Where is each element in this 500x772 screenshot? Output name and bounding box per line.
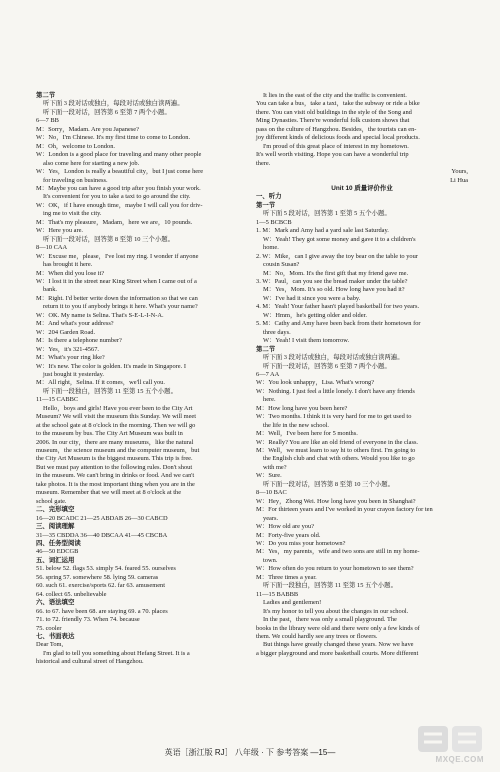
text-line: M：How long have you been here? [256,404,348,412]
text-line: 31—35 CBDDA 36—40 DBCAA 41—45 CBCBA [36,531,168,539]
text-line: W：Hmm，he's getting older and older. [263,311,367,319]
text-line: 64. collect 65. unbelievable [36,590,107,598]
text-line: W：Yeah! They got some money and gave it to a children's [263,235,416,243]
text-line: the English club and chat with others. Would you like to go [263,455,415,463]
text-line: museum. Remember that we will meet at 8 o'clock at the [36,489,182,497]
section-heading: 一、听力 [256,193,282,201]
text-line: But things have greatly changed these years. Now we have [263,641,414,649]
text-line: there. You can visit old buildings in the style of the Song and [256,108,412,116]
text-line: It's my honor to tell you about the changes in our school. [263,607,409,615]
text-line: a bigger playground and more basketball courts. More different [256,649,419,657]
text-line: W：London is a good place for traveling and many other people [36,151,202,159]
text-line: 听下面一段对话，回答第 6 至第 7 两个小题。 [43,108,171,116]
text-line: W：It's new. The color is golden. It's made in Singapore. I [36,362,186,370]
text-line: 46—50 EDCGB [36,548,79,556]
text-line: 听下面 3 段对话或独白，每段对话或独白读两遍。 [263,354,404,362]
text-line: return it to you if anybody brings it here. What's your name? [43,303,198,311]
text-line: three days. [263,328,291,336]
text-line: 56. spring 57. somewhere 58. lying 59. cameras [36,573,159,581]
text-line: M：For thirteen years and I've worked in your crayon factory for ten [256,506,433,514]
text-line: pass on the culture of Hangzhou. Besides，the tourists can en- [256,125,417,133]
text-line: W：Nothing. I just feel a little lonely. I don't have any friends [256,387,415,395]
text-line: 听下面一段对话，回答第 8 至第 10 三个小题。 [263,480,395,488]
text-line: It's convenient for you to take a taxi to go around the city. [43,193,191,201]
text-line: bank. [43,286,58,294]
text-line: M：Well，I've been here for 5 months. [256,430,358,438]
text-line: M：All right，Selina. If it comes，we'll call you. [36,379,165,387]
text-line: W：Yes，it's 321-4567. [36,345,99,353]
text-line: 16—20 BCADC 21—25 ABDAB 26—30 CABCD [36,514,168,522]
section-heading: 五、词汇运用 [36,556,75,564]
text-line: W：Really? You are like an old friend of everyone in the class. [256,438,419,446]
section-heading: 第二节 [36,92,56,99]
text-line: W：You look unhappy，Lisa. What's wrong? [256,379,375,387]
text-line: M：Well，we must learn to say hi to others first. I'm going to [256,447,416,455]
text-line: W：Yeah! I visit them tomorrow. [263,337,350,345]
text-line: M：And what's your address? [36,320,114,328]
text-line: 听下面 5 段对话，回答第 1 至第 5 五个小题。 [263,210,391,218]
text-line: Hello，boys and girls! Have you ever been to the City Art [43,404,193,412]
text-line: 8—10 CAA [36,244,68,252]
text-line: It's well worth visiting. Hope you can have a wonderful trip [256,151,409,159]
section-heading: 七、书面表达 [36,633,75,640]
text-line: W：Sure. [256,472,282,480]
text-line: M：Maybe you can have a good trip after you finish your work. [36,184,201,192]
text-line: books in the library were old and there were only a few kinds of [256,624,420,632]
text-line: Li Hua [450,176,468,184]
text-line: 听下面一段对话，回答第 6 至第 7 两个小题。 [263,362,391,370]
section-heading: 四、任务型阅读 [36,540,81,548]
text-line: them. We could hardly see any trees or flowers. [256,633,378,640]
text-line: 75. cooler [36,624,62,632]
text-line: school gate. [36,497,67,505]
text-line: 11—15 BABBB [256,590,299,598]
section-heading: 三、阅读理解 [36,523,75,531]
text-line: here. [263,396,276,404]
text-line: Museum? We will visit the museum this Sunday. We will meet [36,413,197,421]
text-line: W：I lost it in the street near King Street when I came out of a [36,277,197,285]
text-line: I'm proud of this great place of interest in my hometown. [263,142,409,150]
text-line: the life in the new school. [263,421,330,429]
text-line: to the museum by bus. The City Art Museum was built in [36,430,183,438]
text-line: M：Sorry，Madam. Are you Japanese? [36,125,139,133]
text-line: 2006. In our city，there are many museums，like the natural [36,438,194,446]
text-line: M：Yes，my parents，wife and two sons are still in my home- [256,548,420,556]
section-heading: 二、完形填空 [36,506,75,514]
text-line: W：I've had it since you were a baby. [263,294,361,302]
text-line: W：OK，if I have enough time，maybe I will call you for driv- [36,201,203,209]
text-line: 66. to 67. have been 68. are staying 69. a 70. places [36,607,168,615]
text-line: W：OK. My name is Selina. That's S-E-L-I-N-A. [36,311,164,319]
text-line: W：204 Garden Road. [36,328,96,336]
text-line: W：Yes，London is really a beautiful city，but I just come here [36,168,204,176]
text-line: Yours, [451,168,468,176]
text-line: M：Is there a telephone number? [36,337,122,345]
text-line: museum，the science museum and the computer museum，but [36,447,200,455]
text-line: cousin Susan? [263,261,300,269]
text-line: Ming Dynasties. There're wonderful folk custom shows that [256,117,410,125]
text-line: joy different kinds of delicious foods and special local products. [256,134,420,142]
page-footer: 英语［浙江版 RJ］ 八年级 · 下 参考答案 —15— [164,748,336,757]
text-line: M：Oh，welcome to London. [36,142,115,150]
right-column [256,92,468,658]
text-line: 3. W：Paul，can you see the bread maker under the table? [256,277,408,285]
text-line: I'm glad to tell you something about Hefang Street. It is a [43,649,190,657]
text-line: 11—15 CABBC [36,396,79,404]
text-line: town. [263,556,278,564]
text-line: M：Forty-five years old. [256,531,321,539]
text-line: 5. M：Cathy and Amy have been back from their hometown for [256,320,421,328]
text-line: W：Here you are. [36,227,84,235]
left-column [36,92,246,667]
text-line: M：Yes，Mom. It's so old. How long have you had it? [263,286,405,294]
text-line: W：How often do you return to your hometown to see them? [256,565,414,573]
text-line: 6—7 AA [256,370,280,378]
section-heading: 第一节 [256,201,276,209]
text-line: M：When did you lose it? [36,269,105,277]
text-line: M：What's your ring like? [36,354,105,362]
text-line: It lies in the east of the city and the traffic is convenient. [263,92,407,99]
text-line: 71. to 72. friendly 73. When 74. because [36,616,140,624]
text-line: W：No，I'm Chinese. It's my first time to come to London. [36,134,191,142]
text-line: 8—10 BAC [256,489,287,497]
text-line: ing me to visit the city. [43,210,102,218]
text-line: 4. M：Yeah! Your father hasn't played basketball for two years. [256,303,420,311]
text-line: home. [263,244,279,252]
text-line: M：Three times a year. [256,573,317,581]
text-line: historical and cultural street of Hangzhou. [36,658,144,666]
text-line: W：Excuse me，please，I've lost my ring. I wonder if anyone [36,252,199,260]
watermark-text: MXQE.COM [435,755,484,764]
text-line: W：Two months. I think it is very hard for me to get used to [256,413,412,421]
text-line: 听下面一段独白，回答第 11 至第 15 五个小题。 [43,387,177,395]
section-heading: 六、语法填空 [36,599,75,607]
text-line: W：Hey，Zhong Wei. How long have you been in Shanghai? [256,497,416,505]
text-line: in the museum. We can't bring in drinks or food. And we can't [36,472,195,480]
text-line: 1. M：Mark and Amy had a yard sale last Saturday. [256,227,389,235]
text-line: has brought it here. [43,261,93,269]
text-line: take photos. It is the most important thing when you are in the [36,480,195,488]
text-line: 51. below 52. flags 53. simply 54. feared 55. ourselves [36,565,176,573]
text-line: M：Right. I'd better write down the information so that we can [36,294,198,302]
text-line: But we must pay attention to the following rules. Don't shout [36,463,193,471]
text-line: M：That's my pleasure，Madam，here we are，10 pounds. [36,218,193,226]
text-line: 听下面 3 段对话或独白，每段对话或独白读两遍。 [43,100,184,108]
text-line: there. [256,159,271,167]
text-line: 听下面一段独白，回答第 11 至第 15 五个小题。 [263,582,397,590]
text-line: Ladies and gentlemen! [263,599,322,607]
text-line: You can take a bus，take a taxi，take the subway or ride a bike [256,100,420,108]
text-line: 听下面一段对话，回答第 8 至第 10 三个小题。 [43,235,175,243]
text-line: with me? [263,463,287,471]
text-line: just bought it yesterday. [43,370,104,378]
text-line: 6—7 BB [36,117,59,125]
text-line: at the school gate at 8 o'clock in the morning. Then we will go [36,421,196,429]
text-line: W：How old are you? [256,523,315,531]
text-line: the City Art Museum is the biggest museum. This trip is free. [36,455,193,463]
text-line: for traveling on business. [43,176,108,184]
section-heading: 第二节 [256,345,276,353]
text-line: Dear Tom, [36,641,64,649]
text-line: W：Do you miss your hometown? [256,540,346,548]
text-line: M：No，Mom. It's the first gift that my friend gave me. [263,269,409,277]
text-line: In the past，there was only a small playground. The [263,616,397,624]
text-line: 60. such 61. exercise/sports 62. far 63. amusement [36,582,166,590]
text-line: 1—5 BCBCB [256,218,292,226]
text-line: 2. W：Mike，can I give away the toy bear on the table to your [256,252,418,260]
text-line: also come here for starting a new job. [43,159,140,167]
text-line: years. [263,514,279,522]
section-heading: Unit 10 质量评价作业 [331,184,393,192]
